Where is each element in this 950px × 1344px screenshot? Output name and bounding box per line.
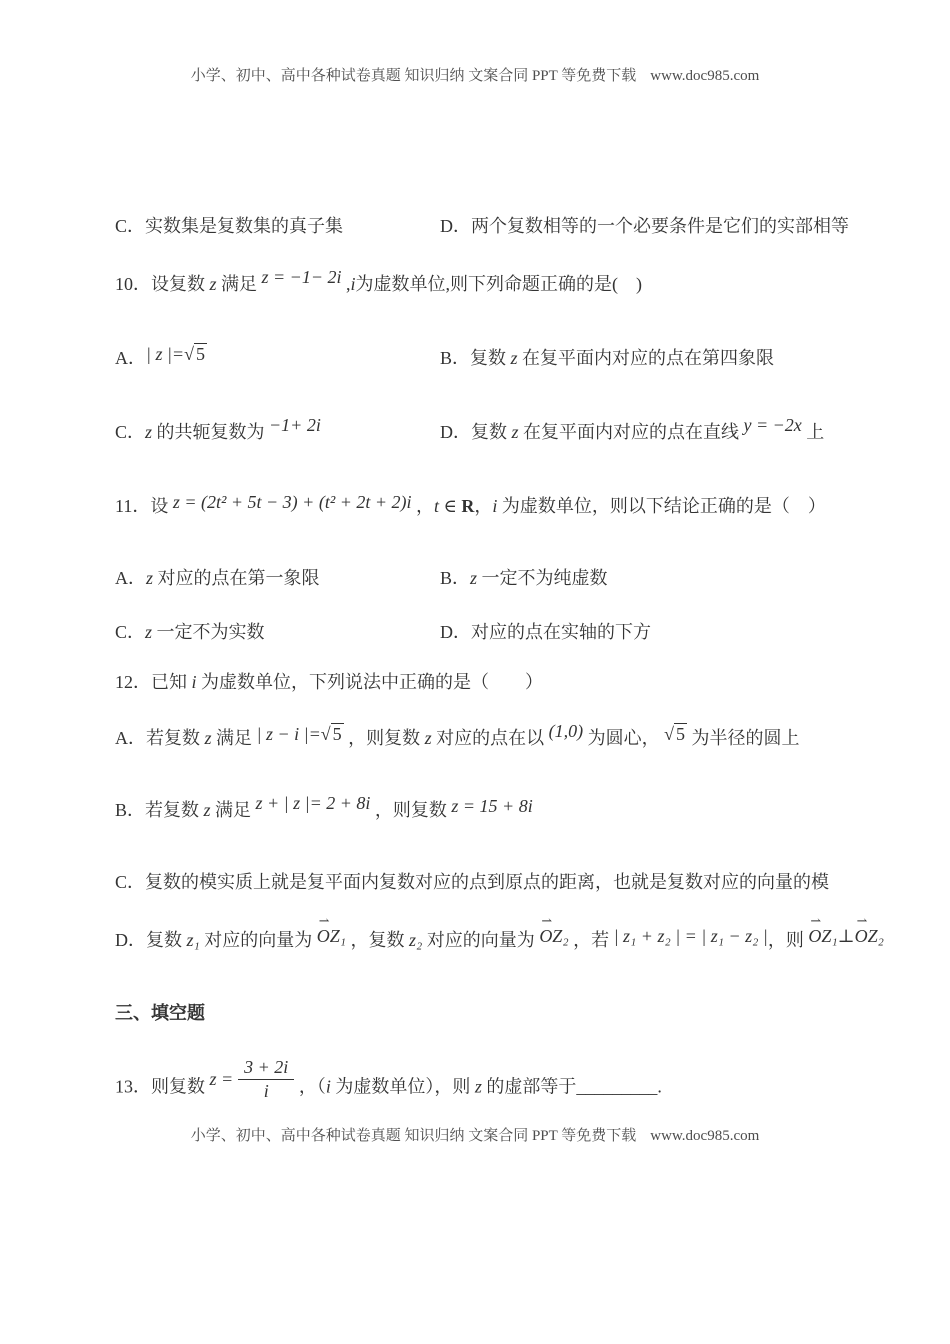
q11-options-cd-row — [115, 620, 651, 644]
conjugate-formula: −1+ 2i — [269, 415, 321, 435]
option-text: 满足 — [211, 728, 257, 748]
radicand: 5 — [195, 344, 205, 364]
option-text: 两个复数相等的一个必要条件是它们的实部相等 — [471, 216, 849, 236]
vector-label: OZ₁ — [808, 926, 838, 946]
option-text: 在复平面内对应的点在第四象限 — [517, 348, 775, 368]
q12-option-a — [115, 721, 800, 750]
option-text: 的共轭复数为 — [152, 422, 270, 442]
option-label: A． — [115, 728, 146, 748]
vector-label: OZ₂ — [854, 926, 884, 946]
math-var-z: z — [145, 622, 153, 642]
stem-text: 为虚数单位），则 — [330, 1076, 475, 1097]
radical-sign: √ — [664, 724, 675, 744]
option-text: 对应的向量为 — [199, 930, 317, 950]
radicand: 5 — [332, 724, 342, 744]
option-label: D． — [440, 216, 471, 236]
stem-text: , — [341, 274, 351, 294]
fraction — [238, 1057, 294, 1101]
section-title-text: 三、填空题 — [115, 1003, 205, 1023]
option-text: 一定不为实数 — [152, 622, 265, 642]
option-text: 满足 — [210, 800, 256, 820]
abs-formula: | z − i |= — [256, 724, 321, 744]
line-equation-formula: y = −2x — [743, 415, 802, 435]
q12-option-c — [115, 870, 829, 894]
math-var-i: i — [191, 672, 197, 692]
option-label: B． — [115, 800, 146, 820]
stem-text: ，（ — [294, 1076, 326, 1097]
stem-text: 13．则复数 — [115, 1076, 210, 1097]
option-label: C． — [115, 216, 146, 236]
q11-option-b — [440, 566, 608, 590]
vector-oz1 — [808, 913, 838, 948]
radical-sign: √ — [320, 724, 331, 744]
option-text: ，则复数 — [343, 728, 425, 748]
option-label: C． — [115, 872, 146, 892]
stem-text: 10．设复数 — [115, 274, 210, 294]
stem-text: 满足 — [216, 274, 262, 294]
option-label: B． — [440, 568, 471, 588]
option-text: 复数 — [146, 930, 187, 950]
q10-option-b — [440, 346, 774, 370]
vector-label: OZ₁ — [316, 926, 347, 946]
q13-stem — [115, 1057, 662, 1110]
sqrt-radical — [321, 722, 344, 746]
option-text: 为圆心， — [583, 728, 665, 748]
q10-options-cd-row — [115, 415, 825, 444]
stem-text: 为虚数单位，则以下结论正确的是（ ） — [497, 496, 826, 516]
footer-site-url: www.doc985.com — [650, 1128, 760, 1144]
math-var-z: z — [510, 348, 518, 368]
option-text: 对应的点在第一象限 — [153, 568, 320, 588]
sqrt-radical — [664, 722, 687, 746]
option-text: 为半径的圆上 — [687, 728, 800, 748]
option-label: C． — [115, 622, 146, 642]
option-label: D． — [440, 622, 471, 642]
math-var-z1: z₁ — [186, 930, 200, 950]
math-var-i: i — [350, 274, 356, 294]
q10-stem — [115, 267, 642, 296]
modulus-equality-formula: | z₁ + z₂ | = | z₁ − z₂ | — [613, 926, 768, 946]
q11-option-d — [440, 620, 651, 644]
q10-options-ab-row — [115, 346, 774, 370]
footer-watermark — [0, 1124, 950, 1145]
q10-option-c — [115, 415, 440, 444]
header-site-url: www.doc985.com — [650, 68, 760, 84]
q11-option-a — [115, 566, 440, 590]
radicand: 5 — [676, 724, 686, 744]
vector-oz1 — [316, 913, 347, 948]
option-text: ，则 — [767, 930, 809, 950]
option-text: 复数 — [471, 422, 512, 442]
option-text: ，若 — [568, 930, 614, 950]
fraction-denominator: i — [263, 1080, 269, 1101]
q12-option-d — [115, 913, 884, 952]
math-var-z: z — [145, 422, 153, 442]
q12-stem — [115, 670, 543, 694]
option-text: 复数的模实质上就是复平面内复数对应的点到原点的距离，也就是复数对应的向量的模 — [145, 872, 830, 892]
stem-text: 为虚数单位，下列说法中正确的是（ ） — [196, 672, 544, 692]
option-label: C． — [115, 422, 146, 442]
option-label: D． — [115, 930, 146, 950]
q11-option-c — [115, 620, 440, 644]
vector-arrow-icon: ⇀ — [541, 913, 553, 928]
perpendicular-symbol: ⊥ — [837, 926, 855, 946]
vector-oz2 — [539, 913, 569, 948]
math-var-z: z — [209, 274, 217, 294]
t-in-set: t ∈ — [434, 496, 462, 516]
option-text: 实数集是复数集的真子集 — [145, 216, 344, 236]
q10-option-a — [115, 346, 440, 370]
q13-fraction-formula — [210, 1057, 295, 1101]
real-set-symbol: R — [461, 496, 475, 516]
z-value-formula: z = 15 + 8i — [451, 796, 533, 816]
vector-arrow-icon: ⇀ — [318, 913, 330, 928]
q11-formula: z = (2t² + 5t − 3) + (t² + 2t + 2)i — [172, 492, 412, 512]
option-text: ，复数 — [346, 930, 410, 950]
option-text: ，则复数 — [370, 800, 452, 820]
footer-watermark-text: 小学、初中、高中各种试卷真题 知识归纳 文案合同 PPT 等免费下载 — [190, 1128, 637, 1144]
stem-text: 12．已知 — [115, 672, 192, 692]
vector-arrow-icon: ⇀ — [810, 913, 822, 928]
vector-oz2 — [854, 913, 884, 948]
stem-text: 11．设 — [115, 496, 173, 516]
q10-option-d — [440, 415, 825, 444]
math-var-i: i — [492, 496, 498, 516]
stem-text: 为虚数单位,则下列命题正确的是( ) — [355, 274, 642, 294]
q11-stem — [115, 494, 826, 518]
q9-option-c — [115, 214, 440, 238]
math-var-z: z — [204, 728, 212, 748]
header-watermark-text: 小学、初中、高中各种试卷真题 知识归纳 文案合同 PPT 等免费下载 — [190, 68, 637, 84]
modulus-equation-formula: z + | z |= 2 + 8i — [255, 793, 371, 813]
fraction-numerator: 3 + 2i — [238, 1057, 294, 1080]
math-var-z: z — [203, 800, 211, 820]
q12-option-b — [115, 793, 533, 822]
math-var-z: z — [511, 422, 519, 442]
section-title-fill-in — [115, 1001, 205, 1025]
option-text: 上 — [801, 422, 825, 442]
vector-arrow-icon: ⇀ — [856, 913, 868, 928]
math-var-z: z — [146, 568, 154, 588]
option-label: A． — [115, 348, 146, 368]
fraction-lhs: z = — [209, 1069, 234, 1090]
math-var-z: z — [470, 568, 478, 588]
answer-blank: 的虚部等于_________. — [481, 1076, 662, 1097]
center-point-formula: (1,0) — [548, 721, 584, 741]
option-text: 一定不为纯虚数 — [477, 568, 608, 588]
math-var-z2: z₂ — [409, 930, 423, 950]
q10-formula: z = −1− 2i — [261, 267, 342, 287]
option-text: 对应的点在以 — [431, 728, 549, 748]
option-text: 在复平面内对应的点在直线 — [518, 422, 744, 442]
q9-options-cd-row — [115, 214, 849, 238]
q9-option-d — [440, 214, 849, 238]
option-text: 对应的向量为 — [422, 930, 540, 950]
header-watermark — [0, 64, 950, 85]
option-text: 若复数 — [146, 728, 205, 748]
math-var-z: z — [424, 728, 432, 748]
vector-label: OZ₂ — [539, 926, 569, 946]
option-label: A． — [115, 568, 146, 588]
q11-options-ab-row — [115, 566, 608, 590]
option-text: 若复数 — [145, 800, 204, 820]
math-var-z: z — [474, 1076, 482, 1097]
math-var-i: i — [325, 1076, 331, 1097]
option-text: 复数 — [470, 348, 511, 368]
sqrt-radical — [184, 342, 207, 366]
abs-z-formula: | z |= — [146, 344, 185, 364]
option-label: B． — [440, 348, 471, 368]
option-text: 对应的点在实轴的下方 — [471, 622, 651, 642]
stem-text: ， — [411, 496, 435, 516]
option-label: D． — [440, 422, 471, 442]
radical-sign: √ — [184, 344, 194, 364]
stem-text: ， — [474, 496, 493, 516]
